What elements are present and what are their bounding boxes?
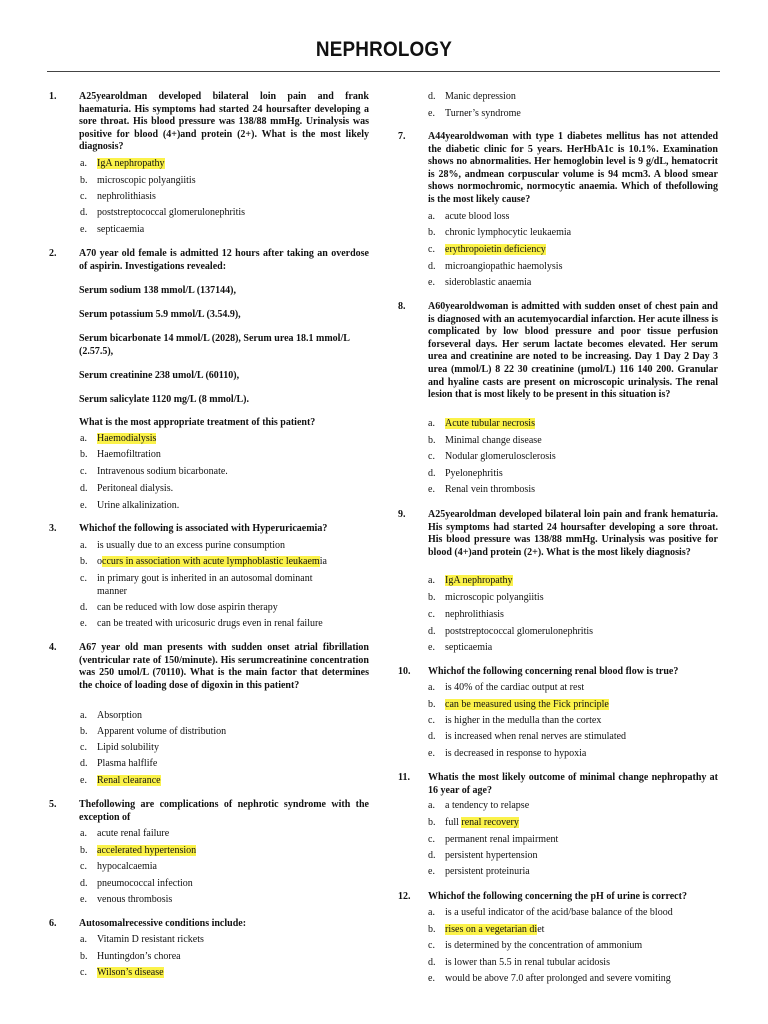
question-number: 1.	[49, 91, 57, 102]
question-stem: Whichof the following is associated with Hyperuricaemia?	[79, 523, 328, 534]
question-prompt: What is the most appropriate treatment of this patient?	[79, 417, 316, 428]
highlighted-answer: Haemodialysis	[97, 433, 157, 444]
highlighted-answer: rises on a vegetarian di	[445, 924, 538, 935]
question-stem: Whatis the most likely outcome of minimal change nephropathy at 16 year of age?	[428, 772, 718, 796]
question-stem: A67 year old man presents with sudden onset atrial fibrillation (ventricular rate of 150/minute). His serumcreatinine concentration was 250 umol/L (70110). What is the main factor that determines the choice of loading dose of digoxin in this patient?	[79, 642, 369, 691]
highlighted-answer: accelerated hypertension	[97, 845, 197, 856]
question-stem: Whichof the following concerning renal blood flow is true?	[428, 666, 679, 677]
question-number: 11.	[398, 772, 410, 783]
highlighted-answer: IgA nephropathy	[97, 158, 165, 169]
question-stem: Autosomalrecessive conditions include:	[79, 918, 247, 929]
highlighted-answer: Renal clearance	[97, 775, 161, 786]
highlighted-answer: ccurs in association with acute lymphoblastic leukaem	[102, 556, 320, 567]
lab-value: Serum creatinine 238 umol/L (60110),	[79, 370, 240, 381]
question-number: 12.	[398, 891, 411, 902]
highlighted-answer: can be measured using the Fick principle	[445, 699, 609, 710]
question-stem: Whichof the following concerning the pH of urine is correct?	[428, 891, 687, 902]
highlighted-answer: renal recovery	[461, 817, 519, 828]
question-stem: A60yearoldwoman is admitted with sudden onset of chest pain and is diagnosed with an acutemyocardial infarction. Her acute illness is complicated by low blood pressure and poor tissue perfusion forseveral days. Her serum lactate becomes elevated. Her serum urea and creatinine are noted to be increasing. Day 1 Day 2 Day 3 urea (mmol/L) 8 22 30 creatinine (µmol/L) 116 140 200. Granular and hyaline casts are present on microscopic urinalysis. The renal lesion that is most likely to be present in this situation is?	[428, 301, 718, 401]
title-divider	[47, 71, 720, 72]
question-stem: A70 year old female is admitted 12 hours after taking an overdose of aspirin. Investigations revealed:	[79, 248, 369, 272]
question-number: 4.	[49, 642, 57, 653]
question-number: 3.	[49, 523, 57, 534]
highlighted-answer: erythropoietin deficiency	[445, 244, 546, 255]
highlighted-answer: Wilson’s disease	[97, 967, 164, 978]
highlighted-answer: IgA nephropathy	[445, 575, 513, 586]
lab-value: Serum sodium 138 mmol/L (137144),	[79, 285, 236, 296]
question-stem: A25yearoldman developed bilateral loin pain and frank hematuria. His symptoms had started 24 hoursafter developing a sore throat. His blood pressure was 138/88 mmHg. Urinalysis was positive for blood (4+)and protein (2+). What is the most likely diagnosis?	[428, 509, 718, 558]
question-number: 5.	[49, 799, 57, 810]
question-stem: Thefollowing are complications of nephrotic syndrome with the exception of	[79, 799, 369, 823]
question-number: 8.	[398, 301, 406, 312]
question-stem: A25yearoldman developed bilateral loin pain and frank haematuria. His symptoms had started 24 hoursafter developing a sore throat. His blood pressure was 138/88 mmHg. Urinalysis was positive for blood (4+)and protein (2+). What is the most likely diagnosis?	[79, 91, 369, 153]
highlighted-answer: Acute tubular necrosis	[445, 418, 535, 429]
question-number: 2.	[49, 248, 57, 259]
lab-value: Serum bicarbonate 14 mmol/L (2028), Serum urea 18.1 mmol/L (2.57.5),	[79, 333, 350, 357]
page-title: NEPHROLOGY	[315, 38, 453, 61]
question-number: 6.	[49, 918, 57, 929]
question-number: 9.	[398, 509, 406, 520]
question-number: 10.	[398, 666, 411, 677]
lab-value: Serum salicylate 1120 mg/L (8 mmol/L).	[79, 394, 249, 405]
question-number: 7.	[398, 131, 406, 142]
question-stem: A44yearoldwoman with type 1 diabetes mellitus has not attended the diabetic clinic for 5 years. HerHbA1c is 10.1%. Examination shows no abnormalities. Her hemoglobin level is 9 g/dL, hematocrit is 28%, andmean corpuscular volume is 94 mcm3. A blood smear shows normochromic, normocytic anaemia. Which of thefollowing is the most likely cause?	[428, 131, 718, 205]
lab-value: Serum potassium 5.9 mmol/L (3.54.9),	[79, 309, 241, 320]
